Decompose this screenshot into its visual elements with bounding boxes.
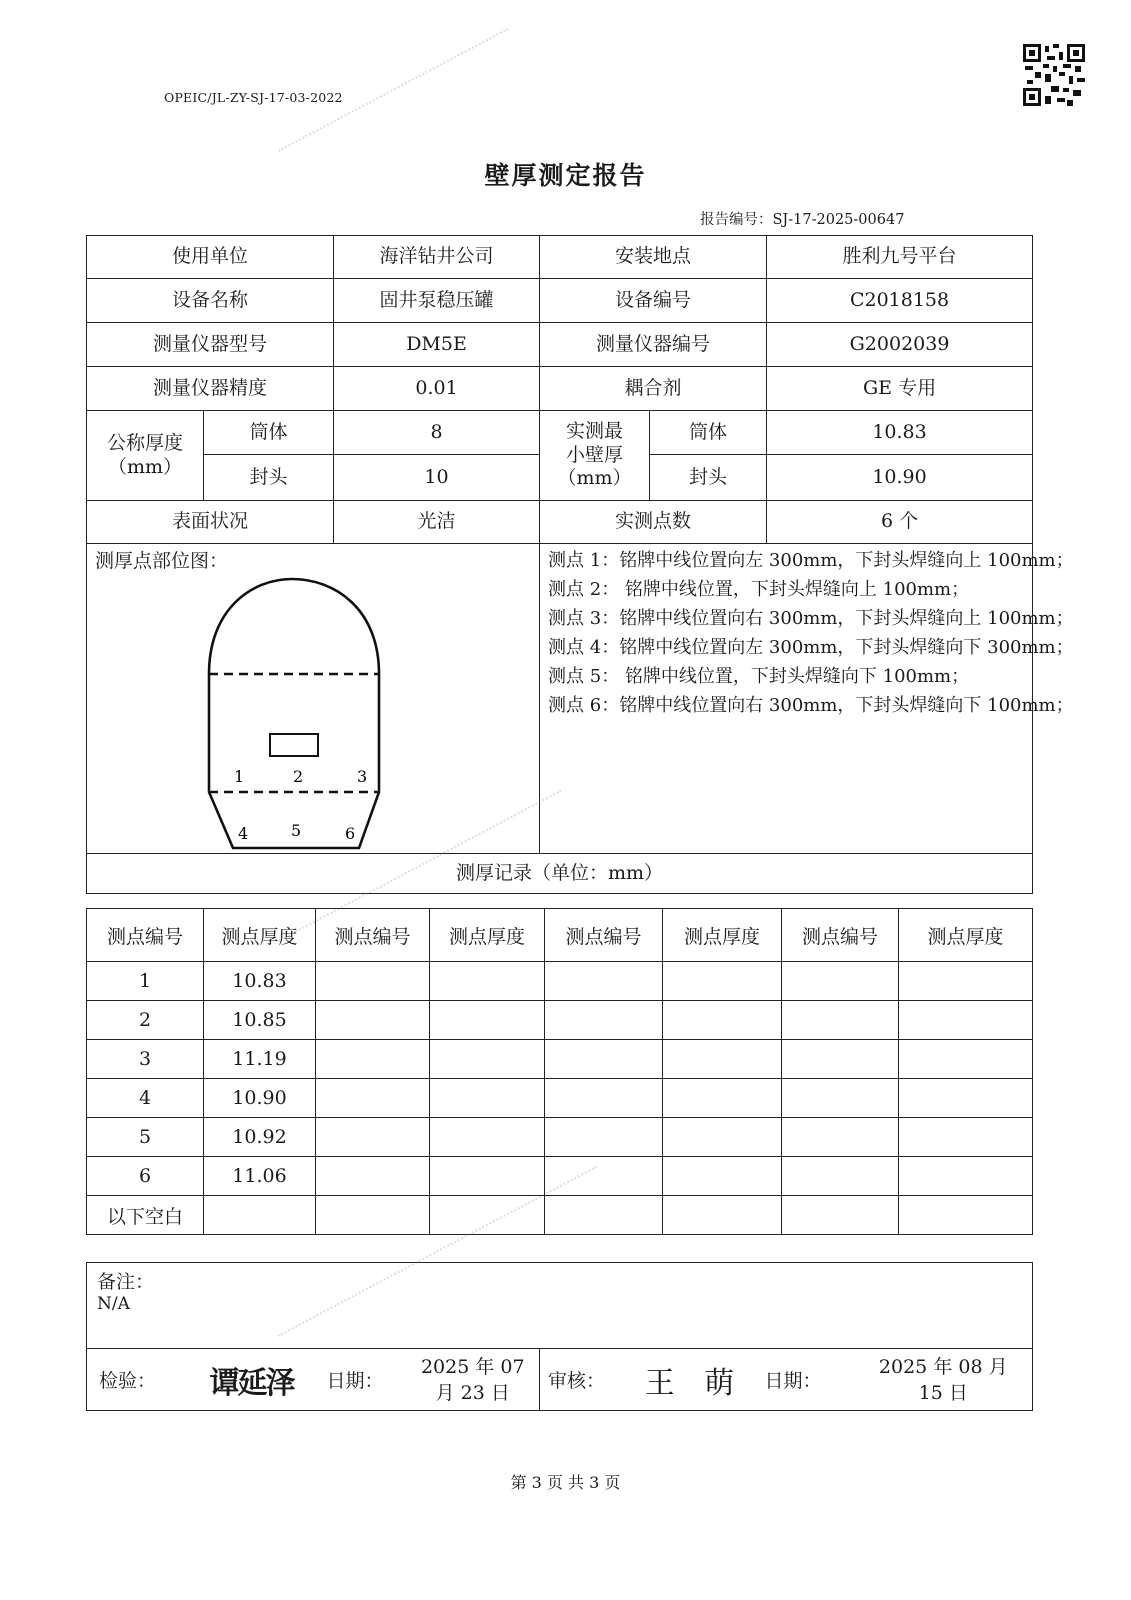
nominal-thickness-label — [87, 411, 204, 501]
couplant-label: 耦合剂 — [540, 367, 767, 411]
report-title: 壁厚测定报告 — [484, 161, 647, 190]
measured-head-value: 10.90 — [767, 455, 1033, 501]
inspect-date-line1: 2025 年 07 — [420, 1355, 525, 1378]
qr-code-icon — [1023, 44, 1085, 106]
inspect-date-label: 日期： — [327, 1349, 407, 1411]
nominal-shell-value: 8 — [334, 411, 540, 455]
surface-condition-value: 光洁 — [334, 501, 540, 544]
point-number: 6 — [87, 1157, 204, 1196]
instrument-model-value: DM5E — [334, 323, 540, 367]
surface-condition-label: 表面状况 — [87, 501, 334, 544]
review-date-line2: 15 日 — [918, 1381, 968, 1404]
point-2-desc: 测点 2： 铭牌中线位置，下封头焊缝向上 100mm； — [548, 579, 970, 600]
signoff-table — [86, 1262, 1033, 1411]
col-header: 测点编号 — [316, 909, 430, 962]
table-row — [87, 1040, 1033, 1079]
points-count-value: 6 个 — [767, 501, 1033, 544]
table-row — [87, 1001, 1033, 1040]
diagram-cell — [87, 544, 540, 854]
points-count-label: 实测点数 — [540, 501, 767, 544]
col-header: 测点编号 — [87, 909, 204, 962]
point-6-marker: 6 — [345, 824, 356, 843]
point-1-marker: 1 — [234, 767, 245, 786]
record-title: 测厚记录（单位：mm） — [87, 854, 1033, 894]
instrument-number-label: 测量仪器编号 — [540, 323, 767, 367]
equipment-name-label: 设备名称 — [87, 279, 334, 323]
equipment-number-label: 设备编号 — [540, 279, 767, 323]
measured-label-line3: （mm） — [557, 467, 632, 490]
point-thickness: 11.06 — [204, 1157, 316, 1196]
nominal-thickness-label-line1: 公称厚度 — [106, 431, 183, 454]
measured-label-line2: 小壁厚 — [566, 443, 624, 466]
page-number: 第 3 页 共 3 页 — [510, 1473, 621, 1492]
inspect-date-line2: 月 23 日 — [435, 1381, 510, 1404]
col-header: 测点厚度 — [899, 909, 1033, 962]
measured-min-thickness-label — [540, 411, 650, 501]
point-2-marker: 2 — [293, 767, 304, 786]
col-header: 测点编号 — [545, 909, 663, 962]
instrument-model-label: 测量仪器型号 — [87, 323, 334, 367]
col-header: 测点厚度 — [204, 909, 316, 962]
measured-head-label: 封头 — [650, 455, 767, 501]
review-date-label: 日期： — [765, 1349, 855, 1411]
inspect-label: 检验： — [87, 1349, 177, 1411]
point-thickness: 10.83 — [204, 962, 316, 1001]
point-number: 2 — [87, 1001, 204, 1040]
table-row — [87, 1118, 1033, 1157]
report-number-label: 报告编号： — [700, 212, 773, 228]
remarks-cell — [87, 1263, 1033, 1349]
col-header: 测点厚度 — [663, 909, 782, 962]
install-location-label: 安装地点 — [540, 236, 767, 279]
nominal-thickness-label-line2: （mm） — [107, 455, 183, 478]
diagram-label: 测厚点部位图： — [95, 550, 229, 572]
remarks-label: 备注： — [97, 1271, 155, 1293]
review-label: 审核： — [540, 1349, 625, 1411]
blank-below-marker: 以下空白 — [87, 1196, 204, 1235]
point-number: 4 — [87, 1079, 204, 1118]
equipment-name-value: 固井泵稳压罐 — [334, 279, 540, 323]
point-number: 5 — [87, 1118, 204, 1157]
point-3-marker: 3 — [357, 767, 368, 786]
report-number-value: SJ-17-2025-00647 — [772, 212, 905, 228]
reviewer-signature: 王 萌 — [625, 1349, 765, 1411]
remarks-value: N/A — [97, 1294, 130, 1314]
point-4-marker: 4 — [238, 824, 249, 843]
point-thickness: 10.85 — [204, 1001, 316, 1040]
inspector-signature: 谭延泽 — [177, 1349, 327, 1411]
install-location-value: 胜利九号平台 — [767, 236, 1033, 279]
point-thickness — [204, 1196, 316, 1235]
point-thickness: 10.92 — [204, 1118, 316, 1157]
use-unit-value: 海洋钻井公司 — [334, 236, 540, 279]
instrument-accuracy-value: 0.01 — [334, 367, 540, 411]
measured-shell-label: 筒体 — [650, 411, 767, 455]
use-unit-label: 使用单位 — [87, 236, 334, 279]
equipment-number-value: C2018158 — [767, 279, 1033, 323]
point-6-desc: 测点 6：铭牌中线位置向右 300mm，下封头焊缝向下 100mm； — [548, 695, 1074, 716]
instrument-accuracy-label: 测量仪器精度 — [87, 367, 334, 411]
point-number: 1 — [87, 962, 204, 1001]
nominal-head-value: 10 — [334, 455, 540, 501]
inspect-date — [407, 1349, 540, 1411]
point-5-desc: 测点 5： 铭牌中线位置，下封头焊缝向下 100mm； — [548, 666, 970, 687]
vessel-diagram — [197, 574, 397, 854]
report-number — [700, 208, 904, 229]
measured-label-line1: 实测最 — [566, 419, 624, 442]
table-row — [87, 1079, 1033, 1118]
couplant-value: GE 专用 — [767, 367, 1033, 411]
table-row — [87, 962, 1033, 1001]
review-date — [855, 1349, 1033, 1411]
col-header: 测点编号 — [782, 909, 899, 962]
point-1-desc: 测点 1：铭牌中线位置向左 300mm，下封头焊缝向上 100mm； — [548, 550, 1074, 571]
document-code: OPEIC/JL-ZY-SJ-17-03-2022 — [164, 90, 343, 105]
points-description — [540, 544, 1074, 854]
point-number: 3 — [87, 1040, 204, 1079]
point-thickness: 11.19 — [204, 1040, 316, 1079]
nominal-head-label: 封头 — [204, 455, 334, 501]
point-5-marker: 5 — [291, 821, 302, 840]
instrument-number-value: G2002039 — [767, 323, 1033, 367]
point-3-desc: 测点 3：铭牌中线位置向右 300mm，下封头焊缝向上 100mm； — [548, 608, 1074, 629]
point-thickness: 10.90 — [204, 1079, 316, 1118]
review-date-line1: 2025 年 08 月 — [878, 1355, 1008, 1378]
col-header: 测点厚度 — [430, 909, 545, 962]
measured-shell-value: 10.83 — [767, 411, 1033, 455]
nameplate — [270, 734, 318, 756]
nominal-shell-label: 筒体 — [204, 411, 334, 455]
record-header-row — [87, 909, 1033, 962]
point-4-desc: 测点 4：铭牌中线位置向左 300mm，下封头焊缝向下 300mm； — [548, 637, 1074, 658]
